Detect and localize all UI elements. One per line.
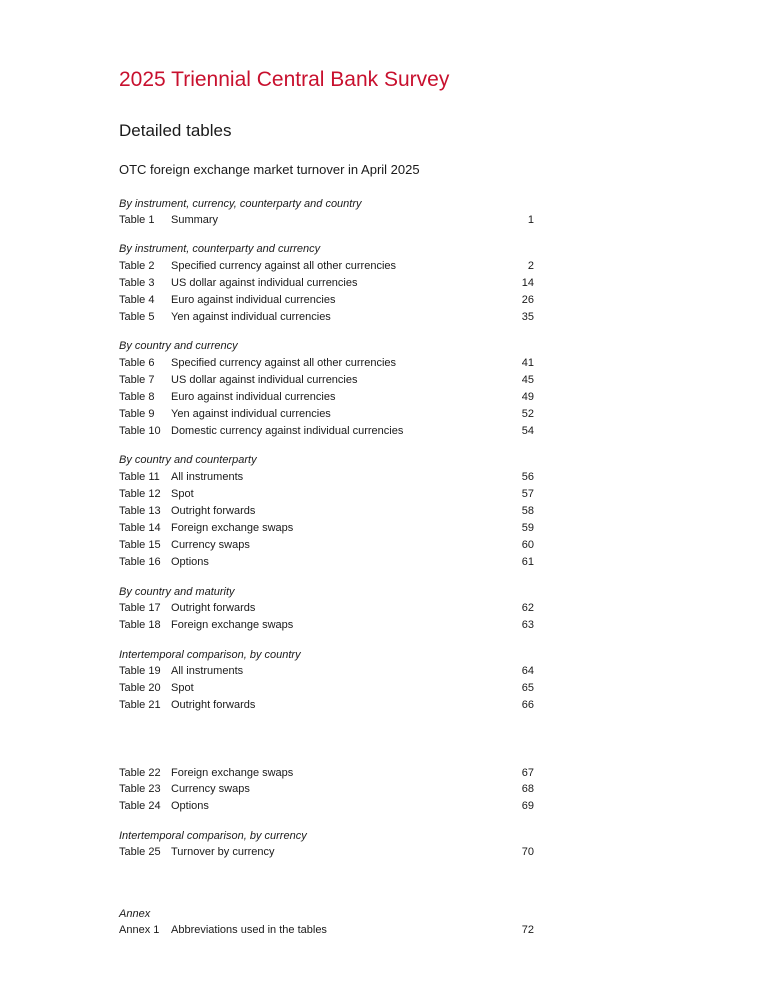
table-title: Summary: [171, 214, 219, 226]
table-title: Currency swaps: [171, 539, 250, 551]
page-number: 62: [521, 602, 534, 614]
page-number: 14: [521, 277, 534, 289]
table-title: Foreign exchange swaps: [171, 619, 294, 631]
table-number: Table 23: [119, 783, 161, 795]
toc-row[interactable]: [119, 619, 534, 635]
table-number: Table 12: [119, 488, 161, 500]
table-title: US dollar against individual currencies: [171, 374, 358, 386]
page-number: 2: [527, 260, 534, 272]
toc-row[interactable]: [119, 924, 534, 940]
table-number: Table 10: [119, 425, 161, 437]
table-number: Table 22: [119, 767, 161, 779]
table-number: Table 16: [119, 556, 161, 568]
page-number: 69: [521, 800, 534, 812]
page-number: 70: [521, 846, 534, 858]
table-number: Table 20: [119, 682, 161, 694]
section-heading: By country and currency: [119, 340, 238, 352]
table-title: Outright forwards: [171, 602, 256, 614]
toc-row[interactable]: [119, 311, 534, 327]
table-number: Table 9: [119, 408, 155, 420]
toc-row[interactable]: [119, 471, 534, 487]
section-heading: Intertemporal comparison, by country: [119, 649, 301, 661]
table-title: Spot: [171, 682, 194, 694]
section-heading: By country and counterparty: [119, 454, 257, 466]
table-number: Table 2: [119, 260, 155, 272]
table-title: Options: [171, 800, 209, 812]
table-number: Table 17: [119, 602, 161, 614]
toc-row[interactable]: [119, 214, 534, 230]
toc-row[interactable]: [119, 767, 534, 783]
page-number: 60: [521, 539, 534, 551]
page-number: 1: [527, 214, 534, 226]
toc-row[interactable]: [119, 425, 534, 441]
toc-row[interactable]: [119, 665, 534, 681]
toc-row[interactable]: [119, 357, 534, 373]
table-title: Euro against individual currencies: [171, 391, 336, 403]
section-heading: By instrument, counterparty and currency: [119, 243, 321, 255]
toc-row[interactable]: [119, 539, 534, 555]
toc-row[interactable]: [119, 505, 534, 521]
page-number: 52: [521, 408, 534, 420]
table-title: US dollar against individual currencies: [171, 277, 358, 289]
toc-row[interactable]: [119, 277, 534, 293]
page-number: 56: [521, 471, 534, 483]
page-number: 66: [521, 699, 534, 711]
page-number: 65: [521, 682, 534, 694]
toc-row[interactable]: [119, 556, 534, 572]
table-title: Outright forwards: [171, 505, 256, 517]
section-heading: Annex: [119, 908, 151, 920]
table-number: Table 11: [119, 471, 160, 483]
table-number: Table 5: [119, 311, 155, 323]
page-number: 54: [521, 425, 534, 437]
table-title: Currency swaps: [171, 783, 250, 795]
toc-row[interactable]: [119, 260, 534, 276]
table-title: Yen against individual currencies: [171, 408, 331, 420]
table-title: Options: [171, 556, 209, 568]
page-number: 63: [521, 619, 534, 631]
page-number: 57: [521, 488, 534, 500]
table-number: Table 3: [119, 277, 155, 289]
table-title: Outright forwards: [171, 699, 256, 711]
table-number: Table 15: [119, 539, 161, 551]
page-number: 64: [521, 665, 534, 677]
table-number: Table 1: [119, 214, 155, 226]
table-title: Abbreviations used in the tables: [171, 924, 327, 936]
section-heading: By instrument, currency, counterparty and country: [119, 198, 362, 210]
toc-row[interactable]: [119, 783, 534, 799]
table-number: Table 14: [119, 522, 161, 534]
page-number: 41: [521, 357, 534, 369]
toc-row[interactable]: [119, 846, 534, 862]
page-number: 59: [521, 522, 534, 534]
page-number: 72: [521, 924, 534, 936]
table-title: Specified currency against all other currencies: [171, 260, 397, 272]
section-heading: By country and maturity: [119, 586, 235, 598]
table-title: Foreign exchange swaps: [171, 522, 294, 534]
table-number: Table 7: [119, 374, 155, 386]
table-number: Table 6: [119, 357, 155, 369]
section-heading: Intertemporal comparison, by currency: [119, 830, 307, 842]
toc-row[interactable]: [119, 800, 534, 816]
table-title: Domestic currency against individual currencies: [171, 425, 404, 437]
page-number: 68: [521, 783, 534, 795]
intro-heading: OTC foreign exchange market turnover in April 2025: [119, 162, 420, 177]
table-title: Euro against individual currencies: [171, 294, 336, 306]
page-number: 35: [521, 311, 534, 323]
table-number: Table 18: [119, 619, 161, 631]
toc-row[interactable]: [119, 602, 534, 618]
table-number: Table 24: [119, 800, 161, 812]
toc-row[interactable]: [119, 682, 534, 698]
table-title: Yen against individual currencies: [171, 311, 331, 323]
page-number: 45: [521, 374, 534, 386]
toc-row[interactable]: [119, 522, 534, 538]
page-number: 58: [521, 505, 534, 517]
table-title: Turnover by currency: [171, 846, 275, 858]
table-title: Spot: [171, 488, 194, 500]
page-number: 67: [521, 767, 534, 779]
page-number: 49: [521, 391, 534, 403]
table-number: Table 4: [119, 294, 155, 306]
table-number: Table 8: [119, 391, 155, 403]
toc-row[interactable]: [119, 294, 534, 310]
table-title: All instruments: [171, 665, 244, 677]
page-subtitle: Detailed tables: [119, 121, 232, 140]
page-number: 61: [521, 556, 534, 568]
table-title: Foreign exchange swaps: [171, 767, 294, 779]
toc-row[interactable]: [119, 699, 534, 715]
table-title: Specified currency against all other currencies: [171, 357, 397, 369]
toc-row[interactable]: [119, 391, 534, 407]
table-number: Table 21: [119, 699, 161, 711]
table-number: Table 25: [119, 846, 161, 858]
toc-row[interactable]: [119, 408, 534, 424]
table-number: Annex 1: [119, 924, 160, 936]
page-title: 2025 Triennial Central Bank Survey: [119, 68, 450, 91]
table-number: Table 13: [119, 505, 161, 517]
toc-row[interactable]: [119, 374, 534, 390]
table-title: All instruments: [171, 471, 244, 483]
toc-row[interactable]: [119, 488, 534, 504]
table-number: Table 19: [119, 665, 161, 677]
page-number: 26: [521, 294, 534, 306]
